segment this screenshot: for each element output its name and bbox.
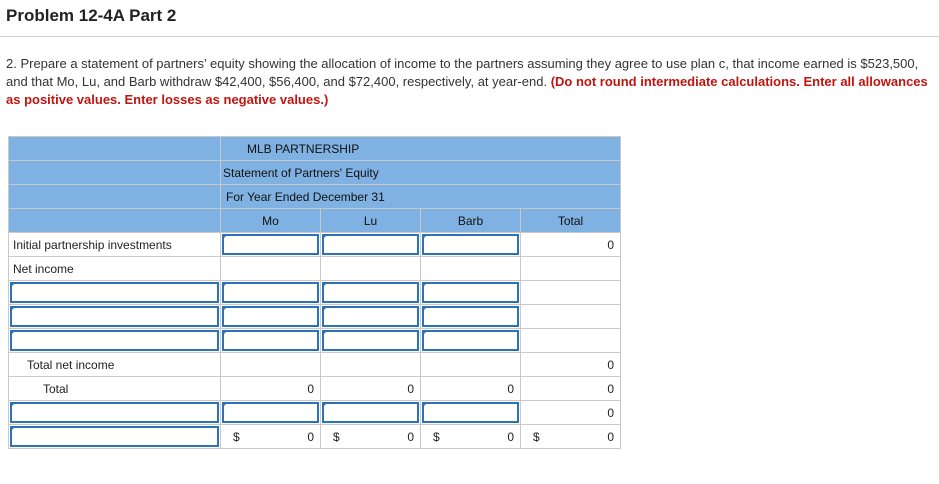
row-label-initial-investments: Initial partnership investments <box>9 233 221 257</box>
input-ending-label[interactable] <box>9 425 221 449</box>
ending-barb-value: 0 <box>507 429 514 444</box>
header-spacer <box>9 161 221 185</box>
empty-cell <box>521 257 621 281</box>
empty-cell <box>321 257 421 281</box>
input-withdrawals-lu[interactable] <box>321 401 421 425</box>
table-row <box>9 329 621 353</box>
empty-cell <box>221 353 321 377</box>
col-header-total: Total <box>521 209 621 233</box>
input-alloc3-lu[interactable] <box>321 329 421 353</box>
total-mo-value: 0 <box>221 377 321 401</box>
ending-lu-cell <box>321 425 421 449</box>
table-row <box>9 425 621 449</box>
instructions <box>6 55 931 109</box>
input-alloc1-mo[interactable] <box>221 281 321 305</box>
initial-total-value: 0 <box>521 233 621 257</box>
input-withdrawals-mo[interactable] <box>221 401 321 425</box>
instructions-text: 2. Prepare a statement of partners’ equity showing the allocation of income to the partners assuming they agree to use plan c, that income earned is $523,500, and that Mo, Lu, and Barb withdraw $42,400, $56,400, and $72,400, respectively, at year-end. <box>6 56 919 89</box>
table-row <box>9 353 621 377</box>
empty-cell <box>221 257 321 281</box>
header-spacer <box>9 137 221 161</box>
company-name: MLB PARTNERSHIP <box>221 137 621 161</box>
ending-total-cell <box>521 425 621 449</box>
col-header-barb: Barb <box>421 209 521 233</box>
ending-barb-cell <box>421 425 521 449</box>
currency-symbol: $ <box>233 430 240 444</box>
row-label-net-income: Net income <box>9 257 221 281</box>
col-header-lu: Lu <box>321 209 421 233</box>
currency-symbol: $ <box>533 430 540 444</box>
currency-symbol: $ <box>333 430 340 444</box>
problem-title: Problem 12-4A Part 2 <box>6 6 177 25</box>
input-alloc2-lu[interactable] <box>321 305 421 329</box>
input-withdrawals-label[interactable] <box>9 401 221 425</box>
alloc2-total <box>521 305 621 329</box>
row-label-total: Total <box>9 377 221 401</box>
statement-period: For Year Ended December 31 <box>221 185 621 209</box>
input-alloc3-label[interactable] <box>9 329 221 353</box>
input-alloc2-barb[interactable] <box>421 305 521 329</box>
input-initial-lu[interactable] <box>321 233 421 257</box>
input-initial-mo[interactable] <box>221 233 321 257</box>
row-label-total-net-income: Total net income <box>9 353 221 377</box>
ending-mo-value: 0 <box>307 429 314 444</box>
input-alloc3-barb[interactable] <box>421 329 521 353</box>
col-header-mo: Mo <box>221 209 321 233</box>
table-row <box>9 305 621 329</box>
input-withdrawals-barb[interactable] <box>421 401 521 425</box>
table-row <box>9 401 621 425</box>
alloc1-total <box>521 281 621 305</box>
empty-cell <box>421 353 521 377</box>
currency-symbol: $ <box>433 430 440 444</box>
ending-lu-value: 0 <box>407 429 414 444</box>
instructions-note: (Do not round intermediate calculations. Enter all allowances as positive values. Enter losses as negative values.) <box>6 74 928 107</box>
empty-cell <box>321 353 421 377</box>
input-alloc1-label[interactable] <box>9 281 221 305</box>
ending-mo-cell <box>221 425 321 449</box>
table-row <box>9 233 621 257</box>
input-initial-barb[interactable] <box>421 233 521 257</box>
input-alloc1-barb[interactable] <box>421 281 521 305</box>
input-alloc2-mo[interactable] <box>221 305 321 329</box>
total-lu-value: 0 <box>321 377 421 401</box>
input-alloc1-lu[interactable] <box>321 281 421 305</box>
statement-table <box>8 136 621 449</box>
input-alloc3-mo[interactable] <box>221 329 321 353</box>
table-row <box>9 377 621 401</box>
statement-name: Statement of Partners' Equity <box>221 161 621 185</box>
ending-total-value: 0 <box>607 429 614 444</box>
header-spacer <box>9 209 221 233</box>
input-alloc2-label[interactable] <box>9 305 221 329</box>
alloc3-total <box>521 329 621 353</box>
table-row <box>9 281 621 305</box>
withdrawals-total-value: 0 <box>521 401 621 425</box>
title-divider <box>0 36 939 37</box>
total-net-income-value: 0 <box>521 353 621 377</box>
total-total-value: 0 <box>521 377 621 401</box>
total-barb-value: 0 <box>421 377 521 401</box>
header-spacer <box>9 185 221 209</box>
empty-cell <box>421 257 521 281</box>
table-row <box>9 257 621 281</box>
